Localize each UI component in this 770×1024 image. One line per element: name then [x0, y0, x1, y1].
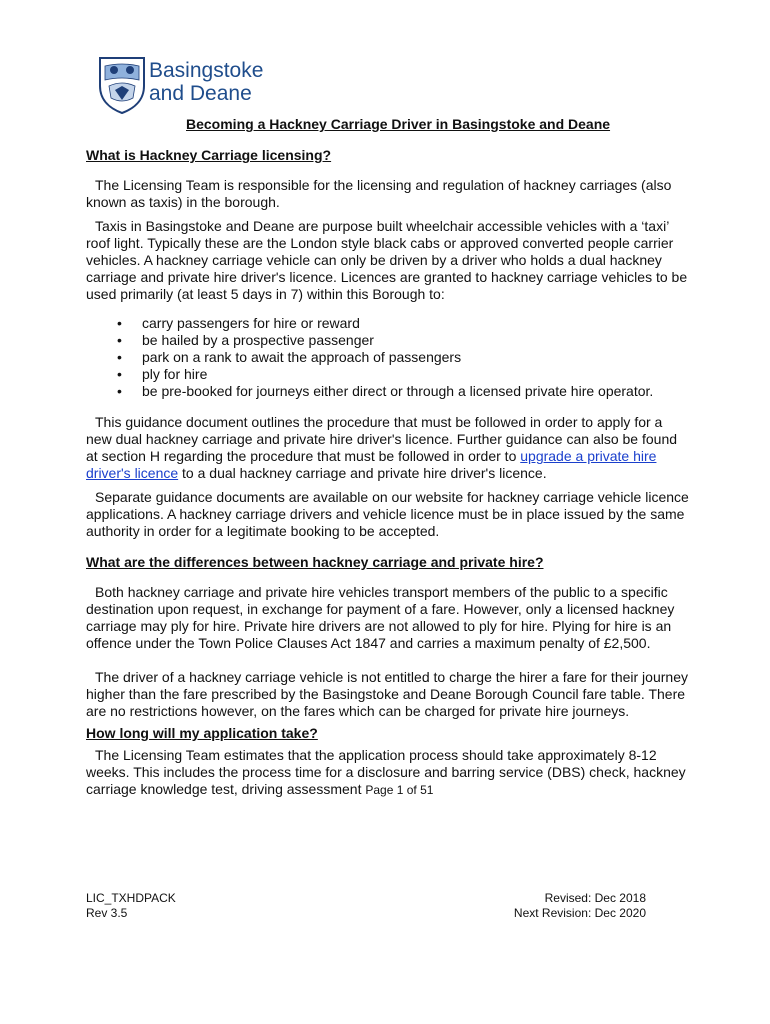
- paragraph-text: to a dual hackney carriage and private hire driver's licence.: [178, 465, 547, 481]
- document-footer: [86, 891, 646, 921]
- list-item: [86, 315, 690, 332]
- document-code: LIC_TXHDPACK: [86, 891, 176, 905]
- paragraph: Taxis in Basingstoke and Deane are purpose built wheelchair accessible vehicles with a ‘taxi’ roof light. Typically these are the London style black cabs or approved converted people carrier vehicles. A hackney carriage vehicle can only be driven by a driver who holds a dual hackney carriage and private hire driver's licence. Licences are granted to hackney carriage vehicles to be used primarily (at least 5 days in 7) within this Borough to:: [86, 218, 688, 302]
- logo-wordmark: [149, 59, 263, 105]
- list-item-text: ply for hire: [142, 366, 208, 382]
- paragraph: Separate guidance documents are available on our website for hackney carriage vehicle licence applications. A hackney carriage drivers and vehicle licence must be in place issued by the same authority in order for a legitimate booking to be accepted.: [86, 489, 689, 539]
- paragraph: The driver of a hackney carriage vehicle is not entitled to charge the hirer a fare for their journey higher than the fare prescribed by the Basingstoke and Deane Borough Council fare table. There are no restrictions however, on the fares which can be charged for private hire journeys.: [86, 669, 688, 719]
- list-item: [86, 366, 690, 383]
- list-item-text: park on a rank to await the approach of passengers: [142, 349, 462, 365]
- bullet-marker: •: [117, 332, 122, 348]
- crest-icon: [97, 56, 147, 114]
- document-body: [86, 147, 690, 799]
- paragraph-text: This guidance document outlines the procedure that must be followed in order to apply for a new dual hackney carriage and private hire driver's licence. Further guidance can also be found at section H regarding the procedure that must be followed in order to: [86, 414, 678, 464]
- revised-date: Revised: Dec 2018: [544, 891, 646, 905]
- upgrade-licence-link[interactable]: upgrade a private hire driver's licence: [86, 448, 657, 481]
- paragraph: The Licensing Team is responsible for the licensing and regulation of hackney carriages (also known as taxis) in the borough.: [86, 177, 672, 210]
- list-item-text: be pre-booked for journeys either direct or through a licensed private hire operator.: [142, 383, 654, 399]
- document-version: Rev 3.5: [86, 906, 128, 920]
- bullet-marker: •: [117, 349, 122, 365]
- footer-row: [86, 891, 646, 906]
- paragraph-text: The Licensing Team estimates that the application process should take approximately 8-12 weeks. This includes the process time for a disclosure and barring service (DBS) check, hackney carriage knowledge test, driving assessment: [86, 747, 686, 797]
- logo-line-1: Basingstoke: [149, 59, 264, 82]
- bullet-marker: •: [117, 315, 122, 331]
- bullet-marker: •: [117, 383, 122, 399]
- logo-line-2: and Deane: [149, 82, 252, 105]
- next-revision-date: Next Revision: Dec 2020: [513, 906, 646, 920]
- list-item-text: be hailed by a prospective passenger: [142, 332, 374, 348]
- bullet-marker: •: [117, 366, 122, 382]
- paragraph: [86, 747, 690, 799]
- document-title: Becoming a Hackney Carriage Driver in Basingstoke and Deane: [186, 116, 611, 132]
- council-logo: [97, 56, 287, 114]
- list-item: [86, 332, 690, 349]
- list-item-text: carry passengers for hire or reward: [142, 315, 360, 331]
- footer-row: [86, 906, 646, 921]
- page-number: Page 1 of 51: [365, 783, 434, 797]
- paragraph: [86, 414, 690, 482]
- list-item: [86, 383, 690, 400]
- paragraph: Both hackney carriage and private hire vehicles transport members of the public to a specific destination upon request, in exchange for payment of a fare. However, only a licensed hackney carriage may ply for hire. Private hire drivers are not allowed to ply for hire. Plying for hire is an offence under the Town Police Clauses Act 1847 and carries a maximum penalty of £2,500.: [86, 584, 675, 651]
- heading-what-is-licensing: What is Hackney Carriage licensing?: [86, 147, 332, 163]
- bullet-list: [86, 315, 690, 400]
- heading-how-long: How long will my application take?: [86, 725, 318, 741]
- list-item: [86, 349, 690, 366]
- heading-differences: What are the differences between hackney carriage and private hire?: [86, 554, 544, 570]
